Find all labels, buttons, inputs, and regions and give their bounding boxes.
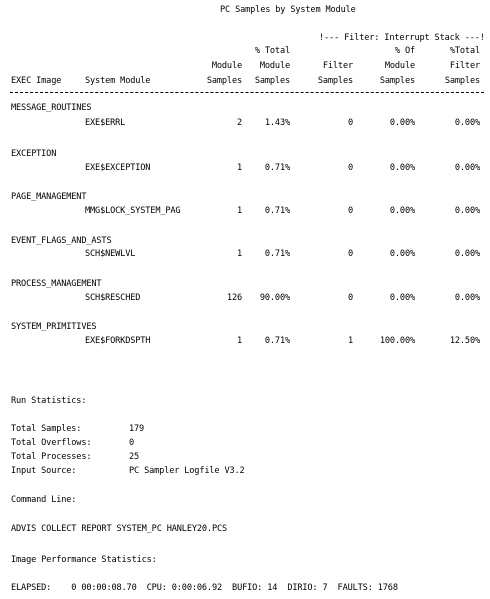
- exec-image-name: EXCEPTION: [11, 149, 57, 159]
- filter-samples-value: 0: [347, 118, 353, 128]
- system-module-name: EXE$EXCEPTION: [85, 163, 151, 173]
- pct-of-module-value: 0.00%: [389, 118, 415, 128]
- filter-samples-header-1: Filter: [322, 61, 353, 71]
- pct-total-module-header-3: Samples: [254, 76, 290, 86]
- pct-total-value: 0.71%: [264, 336, 290, 346]
- pct-total-filter-value: 0.00%: [454, 163, 480, 173]
- system-module-name: SCH$RESCHED: [85, 293, 141, 303]
- filter-samples-value: 1: [347, 336, 353, 346]
- total-samples-value: 179: [129, 424, 145, 434]
- exec-image-header: EXEC Image: [11, 76, 62, 86]
- system-module-name: EXE$ERRL: [85, 118, 126, 128]
- filter-samples-header-2: Samples: [317, 76, 353, 86]
- pct-total-filter-header-2: Filter: [449, 61, 480, 71]
- pct-of-module-value: 100.00%: [379, 336, 415, 346]
- pct-total-value: 0.71%: [264, 249, 290, 259]
- exec-image-name: SYSTEM_PRIMITIVES: [11, 322, 97, 332]
- system-module-name: SCH$NEWLVL: [85, 249, 136, 259]
- pct-total-filter-header-3: Samples: [444, 76, 480, 86]
- pct-of-module-value: 0.00%: [389, 293, 415, 303]
- pct-total-filter-value: 0.00%: [454, 249, 480, 259]
- command-line-heading: Command Line:: [11, 495, 77, 505]
- pct-total-value: 90.00%: [259, 293, 290, 303]
- exec-image-name: EVENT_FLAGS_AND_ASTS: [11, 236, 112, 246]
- module-samples-header-2: Samples: [206, 76, 242, 86]
- pct-total-filter-value: 0.00%: [454, 118, 480, 128]
- exec-image-name: PAGE_MANAGEMENT: [11, 192, 87, 202]
- command-line-text: ADVIS COLLECT REPORT SYSTEM_PC HANLEY20.PCS: [11, 524, 228, 534]
- pct-total-value: 0.71%: [264, 206, 290, 216]
- system-module-name: MMG$LOCK_SYSTEM_PAG: [85, 206, 181, 216]
- pct-total-filter-value: 12.50%: [449, 336, 480, 346]
- filter-samples-value: 0: [347, 249, 353, 259]
- pct-total-filter-header-1: %Total: [449, 46, 480, 56]
- input-source-value: PC Sampler Logfile V3.2: [129, 466, 245, 476]
- pct-of-module-header-2: Module: [384, 61, 415, 71]
- module-samples-value: 2: [236, 118, 242, 128]
- pct-total-value: 0.71%: [264, 163, 290, 173]
- pct-total-module-header-2: Module: [259, 61, 290, 71]
- total-samples-label: Total Samples:: [11, 424, 82, 434]
- total-processes-value: 25: [129, 452, 140, 462]
- system-module-name: EXE$FORKDSPTH: [85, 336, 151, 346]
- total-overflows-label: Total Overflows:: [11, 438, 92, 448]
- exec-image-name: MESSAGE_ROUTINES: [11, 103, 92, 113]
- header-separator: [10, 92, 484, 93]
- module-samples-header-1: Module: [211, 61, 242, 71]
- pct-of-module-value: 0.00%: [389, 163, 415, 173]
- pct-total-value: 1.43%: [264, 118, 290, 128]
- system-module-header: System Module: [85, 76, 151, 86]
- total-overflows-value: 0: [129, 438, 135, 448]
- pct-of-module-value: 0.00%: [389, 206, 415, 216]
- module-samples-value: 1: [236, 249, 242, 259]
- filter-samples-value: 0: [347, 293, 353, 303]
- module-samples-value: 1: [236, 336, 242, 346]
- total-processes-label: Total Processes:: [11, 452, 92, 462]
- pct-of-module-header-3: Samples: [379, 76, 415, 86]
- filter-samples-value: 0: [347, 206, 353, 216]
- pct-total-filter-value: 0.00%: [454, 293, 480, 303]
- input-source-label: Input Source:: [11, 466, 77, 476]
- image-performance-line: ELAPSED: 0 00:00:08.70 CPU: 0:00:06.92 BUFIO: 14 DIRIO: 7 FAULTS: 1768: [11, 583, 398, 593]
- module-samples-value: 1: [236, 163, 242, 173]
- pct-total-filter-value: 0.00%: [454, 206, 480, 216]
- pct-of-module-value: 0.00%: [389, 249, 415, 259]
- exec-image-name: PROCESS_MANAGEMENT: [11, 279, 102, 289]
- pct-of-module-header-1: % Of: [394, 46, 415, 56]
- filter-samples-value: 0: [347, 163, 353, 173]
- filter-header: !--- Filter: Interrupt Stack ---!: [319, 33, 485, 43]
- report-title: PC Samples by System Module: [220, 5, 356, 15]
- module-samples-value: 126: [226, 293, 242, 303]
- image-performance-heading: Image Performance Statistics:: [11, 555, 157, 565]
- module-samples-value: 1: [236, 206, 242, 216]
- pct-total-module-header-1: % Total: [254, 46, 290, 56]
- run-statistics-heading: Run Statistics:: [11, 396, 87, 406]
